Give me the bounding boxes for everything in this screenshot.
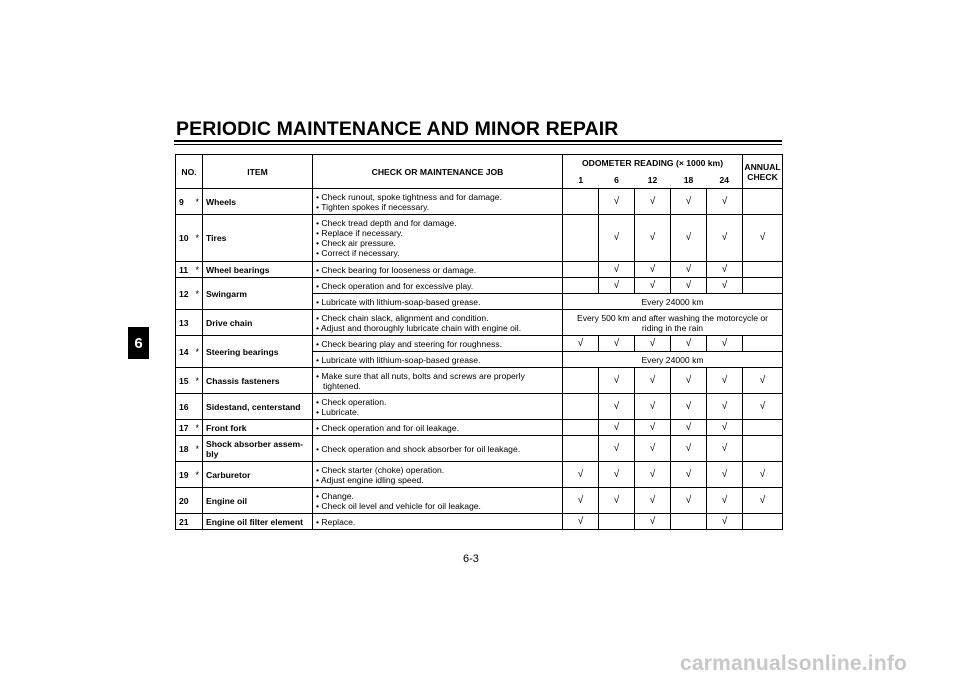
job-line: • Check operation. (316, 396, 387, 407)
interval-note: Every 24000 km (563, 294, 783, 310)
row-item: Chassis fasteners (203, 368, 313, 394)
row-job (313, 514, 563, 530)
table-row (176, 336, 783, 352)
row-number: 16 (176, 394, 196, 420)
dealer-mark: * (196, 262, 203, 278)
row-item: Tires (203, 215, 313, 262)
header-item: ITEM (203, 155, 313, 189)
check-cell: √ (599, 462, 635, 488)
check-cell: √ (599, 488, 635, 514)
check-cell (563, 368, 599, 394)
check-cell: √ (599, 420, 635, 436)
check-cell: √ (671, 394, 707, 420)
table-row (176, 420, 783, 436)
header-annual: ANNUAL CHECK (743, 155, 783, 189)
check-cell: √ (707, 436, 743, 462)
table-row (176, 368, 783, 394)
check-cell: √ (743, 394, 783, 420)
maintenance-table (175, 154, 783, 530)
row-item: Steering bearings (203, 336, 313, 368)
row-job (313, 310, 563, 336)
check-cell: √ (635, 436, 671, 462)
title-rule-thin (174, 144, 782, 145)
check-cell: √ (707, 189, 743, 215)
row-item: Swingarm (203, 278, 313, 310)
check-cell: √ (671, 262, 707, 278)
row-number: 21 (176, 514, 196, 530)
dealer-mark (196, 310, 203, 336)
check-cell (743, 262, 783, 278)
check-cell: √ (563, 336, 599, 352)
row-item: Wheel bearings (203, 262, 313, 278)
row-job (313, 436, 563, 462)
row-job (313, 394, 563, 420)
job-line: • Check bearing play and steering for roughness. (316, 338, 502, 349)
dealer-mark: * (196, 436, 203, 462)
header-job: CHECK OR MAINTENANCE JOB (313, 155, 563, 189)
check-cell: √ (635, 488, 671, 514)
check-cell: √ (563, 488, 599, 514)
check-cell (743, 514, 783, 530)
dealer-mark: * (196, 336, 203, 368)
check-cell (563, 189, 599, 215)
check-cell (563, 278, 599, 294)
check-cell (563, 420, 599, 436)
job-line: • Change. (316, 490, 354, 501)
check-cell: √ (743, 215, 783, 262)
row-job (313, 189, 563, 215)
table-row (176, 436, 783, 462)
dealer-mark: * (196, 278, 203, 310)
job-line: • Check operation and for excessive play. (316, 280, 474, 291)
table-row (176, 394, 783, 420)
table-row (176, 488, 783, 514)
check-cell (563, 215, 599, 262)
page-title: PERIODIC MAINTENANCE AND MINOR REPAIR (176, 118, 619, 140)
check-cell: √ (671, 420, 707, 436)
check-cell: √ (635, 215, 671, 262)
check-cell: √ (671, 278, 707, 294)
check-cell: √ (635, 336, 671, 352)
row-job (313, 352, 563, 368)
check-cell: √ (671, 215, 707, 262)
table-row (176, 278, 783, 294)
dealer-mark: * (196, 420, 203, 436)
check-cell (563, 394, 599, 420)
header-no: NO. (176, 155, 203, 189)
check-cell: √ (707, 488, 743, 514)
check-cell (743, 336, 783, 352)
row-job (313, 420, 563, 436)
job-line: • Adjust engine idling speed. (316, 474, 424, 485)
header-interval-6: 6 (599, 172, 635, 189)
check-cell: √ (563, 514, 599, 530)
job-line: • Make sure that all nuts, bolts and screws are properly tightened. (316, 370, 525, 391)
row-number: 11 (176, 262, 196, 278)
dealer-mark (196, 394, 203, 420)
header-interval-12: 12 (635, 172, 671, 189)
row-number: 17 (176, 420, 196, 436)
check-cell: √ (635, 189, 671, 215)
check-cell: √ (599, 336, 635, 352)
row-item: Engine oil filter element (203, 514, 313, 530)
row-job (313, 215, 563, 262)
dealer-mark (196, 514, 203, 530)
check-cell: √ (599, 394, 635, 420)
chapter-tab: 6 (128, 327, 149, 359)
row-number: 10 (176, 215, 196, 262)
job-line: • Check chain slack, alignment and condition. (316, 312, 489, 323)
check-cell: √ (599, 278, 635, 294)
check-cell: √ (635, 368, 671, 394)
table-row (176, 189, 783, 215)
page-number: 6-3 (463, 553, 479, 565)
job-line: • Lubricate. (316, 406, 360, 417)
header-odometer: ODOMETER READING (× 1000 km) (563, 155, 743, 172)
check-cell: √ (599, 189, 635, 215)
watermark: carmanualsonline.info (680, 652, 908, 675)
check-cell: √ (563, 462, 599, 488)
check-cell: √ (671, 488, 707, 514)
check-cell: √ (707, 215, 743, 262)
check-cell (563, 262, 599, 278)
header-interval-1: 1 (563, 172, 599, 189)
check-cell: √ (599, 215, 635, 262)
check-cell: √ (671, 189, 707, 215)
job-line: • Adjust and thoroughly lubricate chain with engine oil. (316, 322, 522, 333)
check-cell: √ (671, 462, 707, 488)
check-cell: √ (707, 336, 743, 352)
check-cell: √ (671, 336, 707, 352)
job-line: • Check oil level and vehicle for oil leakage. (316, 500, 481, 511)
check-cell (743, 278, 783, 294)
row-number: 18 (176, 436, 196, 462)
check-cell: √ (635, 462, 671, 488)
table-row (176, 514, 783, 530)
row-job (313, 278, 563, 294)
check-cell: √ (707, 368, 743, 394)
check-cell: √ (635, 278, 671, 294)
row-job (313, 488, 563, 514)
check-cell: √ (599, 262, 635, 278)
row-job (313, 294, 563, 310)
job-line: • Check bearing for looseness or damage. (316, 264, 477, 275)
job-line: • Lubricate with lithium-soap-based grease. (316, 296, 481, 307)
dealer-mark: * (196, 462, 203, 488)
check-cell: √ (707, 394, 743, 420)
header-interval-18: 18 (671, 172, 707, 189)
row-item: Drive chain (203, 310, 313, 336)
check-cell: √ (635, 420, 671, 436)
job-line: • Check operation and for oil leakage. (316, 422, 459, 433)
job-line: • Lubricate with lithium-soap-based grease. (316, 354, 481, 365)
dealer-mark: * (196, 215, 203, 262)
job-line: • Check air pressure. (316, 238, 396, 248)
row-item: Wheels (203, 189, 313, 215)
row-item: Front fork (203, 420, 313, 436)
check-cell: √ (635, 394, 671, 420)
check-cell (671, 514, 707, 530)
check-cell: √ (599, 368, 635, 394)
row-number: 20 (176, 488, 196, 514)
check-cell (599, 514, 635, 530)
row-item: Engine oil (203, 488, 313, 514)
job-line: • Check starter (choke) operation. (316, 464, 445, 475)
row-job (313, 336, 563, 352)
row-item: Carburetor (203, 462, 313, 488)
job-line: • Check runout, spoke tightness and for damage. (316, 191, 502, 202)
dealer-mark: * (196, 189, 203, 215)
table-row (176, 215, 783, 262)
table-row (176, 262, 783, 278)
job-line: • Check tread depth and for damage. (316, 218, 457, 228)
row-job (313, 368, 563, 394)
row-job (313, 262, 563, 278)
interval-note: Every 24000 km (563, 352, 783, 368)
row-job (313, 462, 563, 488)
header-interval-24: 24 (707, 172, 743, 189)
job-line: • Replace if necessary. (316, 228, 403, 238)
check-cell (743, 420, 783, 436)
job-line: • Replace. (316, 516, 356, 527)
check-cell (743, 189, 783, 215)
row-number: 9 (176, 189, 196, 215)
table-row (176, 462, 783, 488)
check-cell: √ (707, 420, 743, 436)
check-cell: √ (599, 436, 635, 462)
row-number: 14 (176, 336, 196, 368)
check-cell: √ (707, 278, 743, 294)
job-line: • Tighten spokes if necessary. (316, 201, 430, 212)
row-item: Shock absorber assem-bly (203, 436, 313, 462)
check-cell: √ (743, 368, 783, 394)
title-rule-thick (174, 140, 782, 142)
row-number: 12 (176, 278, 196, 310)
check-cell (563, 436, 599, 462)
check-cell: √ (671, 436, 707, 462)
table-row (176, 310, 783, 336)
row-number: 19 (176, 462, 196, 488)
interval-note: Every 500 km and after washing the motorcycle or riding in the rain (563, 310, 783, 336)
check-cell: √ (635, 514, 671, 530)
check-cell: √ (635, 262, 671, 278)
dealer-mark (196, 488, 203, 514)
check-cell (743, 436, 783, 462)
check-cell: √ (743, 462, 783, 488)
job-line: • Check operation and shock absorber for oil leakage. (316, 443, 521, 454)
check-cell: √ (707, 462, 743, 488)
dealer-mark: * (196, 368, 203, 394)
row-item: Sidestand, centerstand (203, 394, 313, 420)
row-number: 15 (176, 368, 196, 394)
check-cell: √ (707, 514, 743, 530)
check-cell: √ (743, 488, 783, 514)
check-cell: √ (707, 262, 743, 278)
check-cell: √ (671, 368, 707, 394)
job-line: • Correct if necessary. (316, 248, 400, 258)
row-number: 13 (176, 310, 196, 336)
